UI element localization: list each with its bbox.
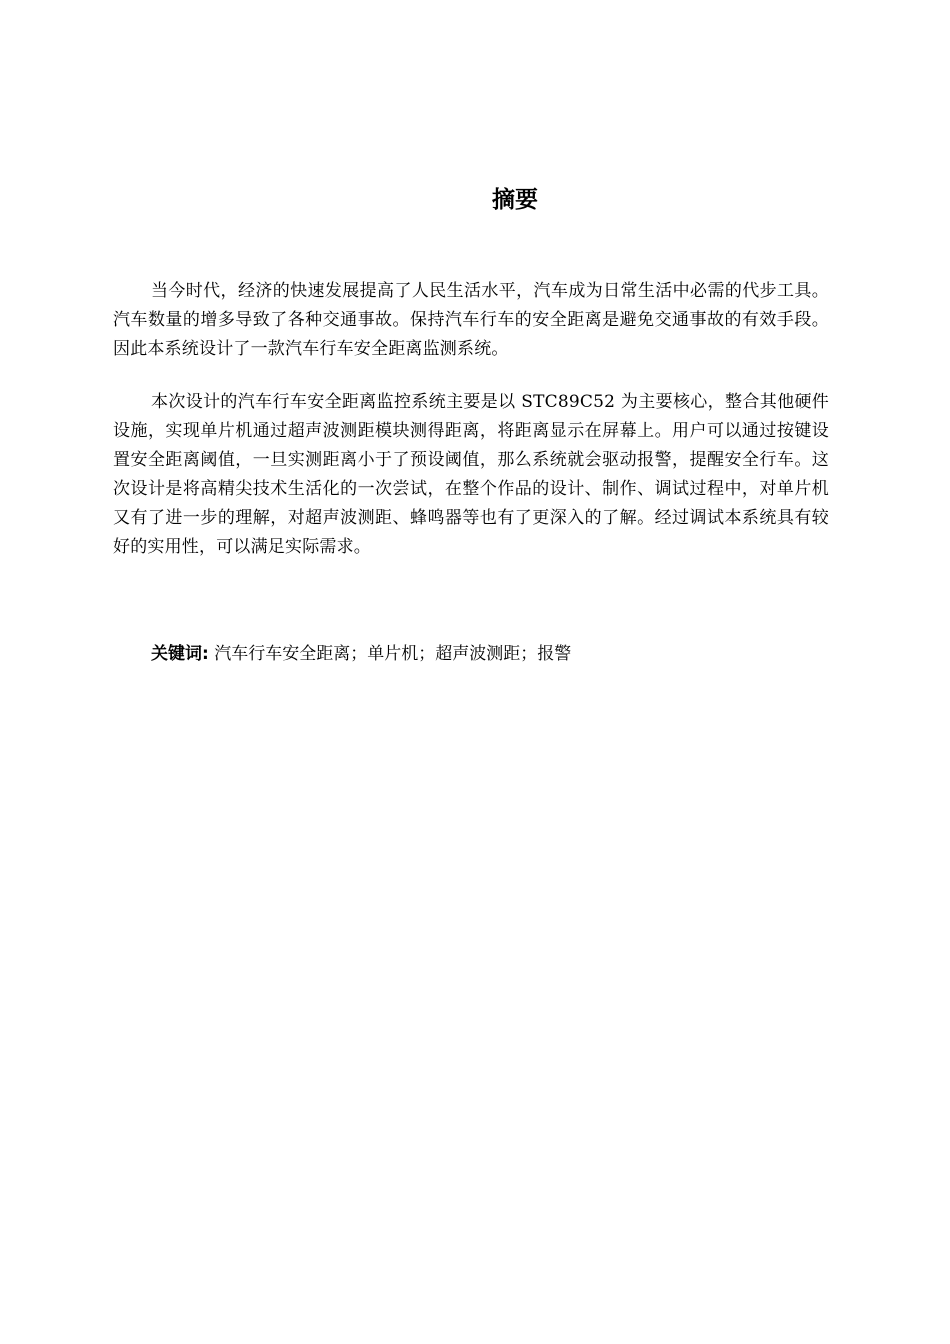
keywords-label: 关键词:	[151, 644, 209, 664]
abstract-paragraph-1: 当今时代，经济的快速发展提高了人民生活水平，汽车成为日常生活中必需的代步工具。汽车数量的增多导致了各种交通事故。保持汽车行车的安全距离是避免交通事故的有效手段。因此本系统设计了一款汽车行车安全距离监测系统。	[113, 281, 829, 359]
keywords-line	[151, 640, 831, 669]
abstract-title: 摘要	[492, 187, 538, 213]
abstract-paragraph-2: 本次设计的汽车行车安全距离监控系统主要是以 STC89C52 为主要核心，整合其他硬件设施，实现单片机通过超声波测距模块测得距离，将距离显示在屏幕上。用户可以通过按键设置安全距离阈值，一旦实测距离小于了预设阈值，那么系统就会驱动报警，提醒安全行车。这次设计是将高精尖技术生活化的一次尝试，在整个作品的设计、制作、调试过程中，对单片机又有了进一步的理解，对超声波测距、蜂鸣器等也有了更深入的了解。经过调试本系统具有较好的实用性，可以满足实际需求。	[113, 392, 829, 557]
keywords-value: 汽车行车安全距离；单片机；超声波测距；报警	[214, 644, 572, 664]
